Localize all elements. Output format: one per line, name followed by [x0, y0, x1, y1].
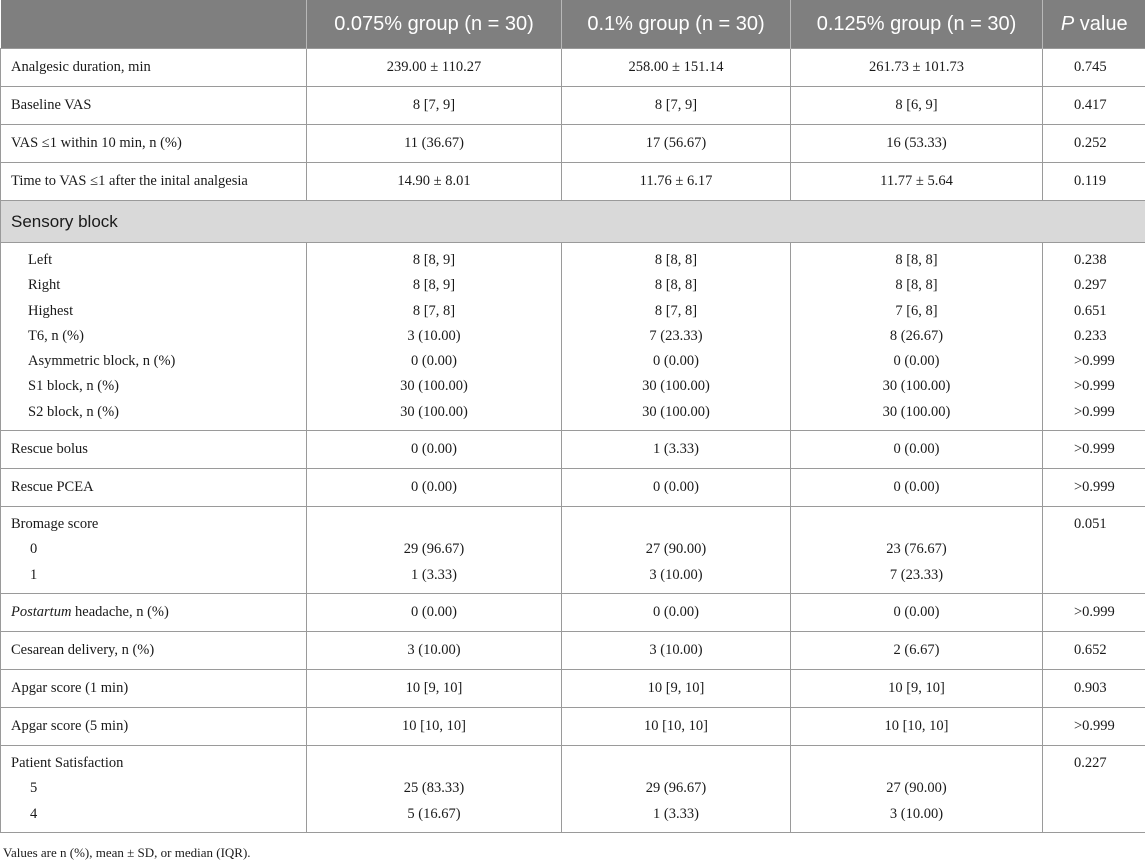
table-row — [1, 243, 1145, 431]
table-row — [1, 125, 1145, 163]
header-value-word: value — [1079, 12, 1128, 35]
cell-p-value: 0.651 — [1074, 302, 1107, 319]
cells-bromage-01 — [562, 507, 791, 594]
cell-value: 8 (26.67) — [889, 327, 944, 344]
cells-bromage-0075 — [307, 507, 562, 594]
cells-satisfaction-0125 — [791, 745, 1043, 832]
cell-value: 29 (96.67) — [645, 780, 707, 797]
cell-p-value: 0.903 — [1043, 669, 1145, 707]
row-label: 0 — [30, 541, 38, 558]
header-p-value — [1043, 0, 1145, 49]
cell-value: 8 [8, 9] — [412, 277, 456, 294]
row-label: Bromage score — [11, 516, 99, 533]
cell-value: 0 (0.00) — [562, 469, 791, 507]
cell-value: 0 (0.00) — [307, 593, 562, 631]
cell-value: 0 (0.00) — [791, 469, 1043, 507]
cell-value: 1 (3.33) — [411, 566, 457, 583]
cell-value: 0 (0.00) — [653, 353, 699, 370]
cell-value: 8 [7, 9] — [562, 87, 791, 125]
cell-value: 7 (23.33) — [889, 566, 944, 583]
row-label-italic: Postartum — [11, 603, 72, 620]
row-label: 5 — [30, 780, 38, 797]
row-label: S1 block, n (%) — [28, 378, 120, 395]
cell-p-value: >0.999 — [1074, 403, 1115, 420]
cell-value: 8 [8, 9] — [412, 252, 456, 268]
row-label-rest: headache, n (%) — [71, 603, 169, 620]
cell-value: 8 [8, 8] — [654, 277, 698, 294]
cell-value: 0 (0.00) — [307, 469, 562, 507]
cell-value: 3 (10.00) — [889, 805, 944, 822]
cell-value: 8 [7, 9] — [307, 87, 562, 125]
row-labels-bromage — [1, 507, 307, 594]
cell-value: 0 (0.00) — [562, 593, 791, 631]
cell-value: 17 (56.67) — [562, 125, 791, 163]
cell-value: 2 (6.67) — [791, 631, 1043, 669]
cell-value: 11 (36.67) — [307, 125, 562, 163]
cell-value: 0 (0.00) — [791, 431, 1043, 469]
table-row — [1, 745, 1145, 832]
cell-value: 0 (0.00) — [893, 353, 940, 370]
cell-p-value: 0.238 — [1074, 252, 1107, 268]
cell-p-value: 0.417 — [1043, 87, 1145, 125]
cell-value: 5 (16.67) — [407, 805, 461, 822]
table-row — [1, 431, 1145, 469]
cells-sensory-0125 — [791, 243, 1043, 431]
row-label: S2 block, n (%) — [28, 403, 120, 420]
table-footnote: Values are n (%), mean ± SD, or median (IQR). — [3, 845, 251, 860]
cell-value: 0 (0.00) — [411, 353, 457, 370]
cells-sensory-01 — [562, 243, 791, 431]
cell-value: 0 (0.00) — [307, 431, 562, 469]
cell-value: 29 (96.67) — [403, 541, 465, 558]
cell-value: 25 (83.33) — [403, 780, 465, 797]
cell-value: 7 (23.33) — [649, 327, 703, 344]
cell-p-value: >0.999 — [1074, 378, 1115, 395]
cell-p-value: 0.227 — [1074, 754, 1107, 771]
cell-value: 7 [6, 8] — [895, 302, 938, 319]
cell-value: 3 (10.00) — [307, 631, 562, 669]
row-label: Cesarean delivery, n (%) — [1, 631, 307, 669]
cells-satisfaction-0075 — [307, 745, 562, 832]
row-label: 4 — [30, 805, 38, 822]
section-title-sensory-block: Sensory block — [1, 201, 1145, 243]
row-label — [1, 593, 307, 631]
cell-value: 258.00 ± 151.14 — [562, 49, 791, 87]
cell-value: 8 [6, 9] — [791, 87, 1043, 125]
cells-sensory-0075 — [307, 243, 562, 431]
row-label: 1 — [30, 566, 38, 583]
cell-value: 8 [7, 8] — [654, 302, 698, 319]
table-row — [1, 631, 1145, 669]
cell-value: 30 (100.00) — [882, 403, 951, 420]
cell-value: 0 (0.00) — [791, 593, 1043, 631]
row-label: Left — [28, 252, 53, 268]
cell-value: 10 [10, 10] — [562, 707, 791, 745]
row-label: Time to VAS ≤1 after the inital analgesia — [1, 163, 307, 201]
row-label: Baseline VAS — [1, 87, 307, 125]
header-group-0125: 0.125% group (n = 30) — [791, 0, 1043, 49]
table-row — [1, 469, 1145, 507]
row-label: Right — [28, 277, 61, 294]
table-row — [1, 507, 1145, 594]
cell-value: 10 [10, 10] — [791, 707, 1043, 745]
cell-value: 16 (53.33) — [791, 125, 1043, 163]
cell-p-value: 0.652 — [1043, 631, 1145, 669]
cell-p-value: >0.999 — [1043, 707, 1145, 745]
cell-p-value: 0.233 — [1074, 327, 1107, 344]
cells-sensory-p — [1043, 243, 1145, 431]
table-row — [1, 593, 1145, 631]
cell-value: 30 (100.00) — [400, 378, 468, 395]
table-row — [1, 163, 1145, 201]
cell-value: 10 [9, 10] — [562, 669, 791, 707]
cell-value: 10 [10, 10] — [307, 707, 562, 745]
row-label: Rescue bolus — [1, 431, 307, 469]
row-labels-satisfaction — [1, 745, 307, 832]
row-labels-sensory — [1, 243, 307, 431]
row-label: Highest — [28, 302, 74, 319]
cell-value: 14.90 ± 8.01 — [307, 163, 562, 201]
cell-p-value: >0.999 — [1043, 469, 1145, 507]
row-label: Rescue PCEA — [1, 469, 307, 507]
table-row — [1, 49, 1145, 87]
cell-value: 30 (100.00) — [400, 403, 468, 420]
cell-value: 30 (100.00) — [642, 378, 710, 395]
cell-value: 261.73 ± 101.73 — [791, 49, 1043, 87]
cell-value: 30 (100.00) — [882, 378, 951, 395]
table-row — [1, 87, 1145, 125]
header-blank — [1, 0, 307, 49]
cell-value: 27 (90.00) — [886, 780, 947, 797]
cells-satisfaction-01 — [562, 745, 791, 832]
row-label: Analgesic duration, min — [1, 49, 307, 87]
cells-satisfaction-p — [1043, 745, 1145, 832]
cell-p-value: >0.999 — [1043, 431, 1145, 469]
row-label: Patient Satisfaction — [11, 754, 124, 771]
header-group-01: 0.1% group (n = 30) — [562, 0, 791, 49]
cell-p-value: >0.999 — [1043, 593, 1145, 631]
cell-value: 3 (10.00) — [407, 327, 461, 344]
cell-value: 1 (3.33) — [562, 431, 791, 469]
cell-value: 8 [8, 8] — [654, 252, 698, 268]
cell-p-value: 0.252 — [1043, 125, 1145, 163]
cell-value: 8 [8, 8] — [895, 252, 938, 268]
table-row — [1, 669, 1145, 707]
header-p-letter: P — [1060, 12, 1075, 35]
cell-p-value: 0.119 — [1043, 163, 1145, 201]
cell-value: 8 [8, 8] — [895, 277, 938, 294]
row-label: Apgar score (1 min) — [1, 669, 307, 707]
cell-value: 8 [7, 8] — [412, 302, 456, 319]
cell-value: 3 (10.00) — [649, 566, 703, 583]
cell-value: 239.00 ± 110.27 — [307, 49, 562, 87]
cell-value: 30 (100.00) — [642, 403, 710, 420]
row-label: Apgar score (5 min) — [1, 707, 307, 745]
cells-bromage-0125 — [791, 507, 1043, 594]
row-label: VAS ≤1 within 10 min, n (%) — [1, 125, 307, 163]
cell-value: 27 (90.00) — [645, 541, 707, 558]
cell-p-value: 0.051 — [1074, 516, 1107, 533]
cells-bromage-p — [1043, 507, 1145, 594]
cell-value: 1 (3.33) — [653, 805, 699, 822]
cell-p-value: >0.999 — [1074, 353, 1115, 370]
cell-value: 11.76 ± 6.17 — [562, 163, 791, 201]
table-row — [1, 707, 1145, 745]
row-label: T6, n (%) — [28, 327, 84, 344]
cell-value: 3 (10.00) — [562, 631, 791, 669]
section-row — [1, 201, 1145, 243]
cell-value: 11.77 ± 5.64 — [791, 163, 1043, 201]
table-header — [1, 0, 1145, 49]
header-group-0075: 0.075% group (n = 30) — [307, 0, 562, 49]
cell-value: 10 [9, 10] — [307, 669, 562, 707]
cell-p-value: 0.745 — [1043, 49, 1145, 87]
cell-value: 10 [9, 10] — [791, 669, 1043, 707]
row-label: Asymmetric block, n (%) — [28, 353, 176, 370]
cell-value: 23 (76.67) — [886, 541, 947, 558]
cell-p-value: 0.297 — [1074, 277, 1107, 294]
